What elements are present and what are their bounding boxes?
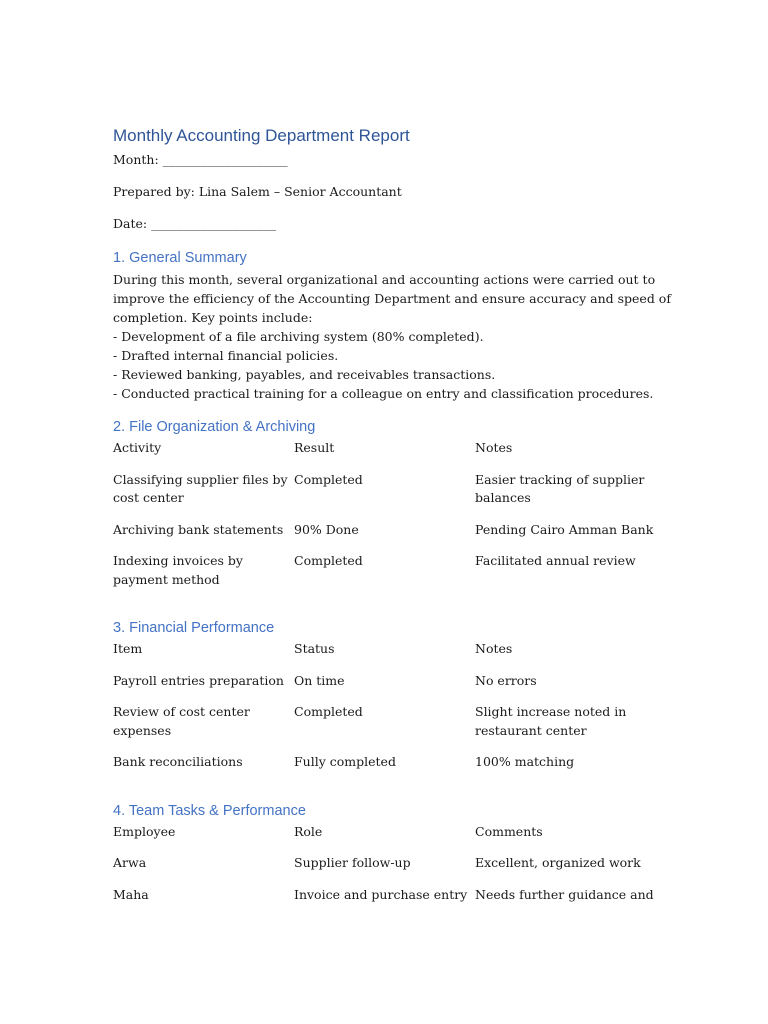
- table-cell: Arwa: [113, 855, 147, 870]
- section-heading-team-tasks: 4. Team Tasks & Performance: [113, 802, 306, 819]
- prepared-by-line: Prepared by: Lina Salem – Senior Accountant: [113, 184, 402, 199]
- date-field: Date: ____________________: [113, 216, 277, 231]
- table-row: [113, 552, 673, 602]
- table-cell: Needs further guidance and: [475, 886, 654, 902]
- table-cell: On time: [294, 672, 345, 688]
- table-cell: Maha: [113, 886, 149, 902]
- table-cell: Completed: [294, 553, 363, 568]
- table-header-row: [113, 640, 673, 672]
- table-row: [113, 886, 673, 918]
- table-header-row: [113, 439, 673, 471]
- table-header-cell: Notes: [475, 641, 513, 656]
- table-header-cell: Activity: [113, 440, 162, 455]
- table-header-cell: Result: [294, 440, 335, 455]
- financial-performance-table: [113, 640, 673, 785]
- table-header-cell: Role: [294, 823, 323, 839]
- section-heading-financial-performance: 3. Financial Performance: [113, 620, 275, 636]
- table-header-cell: Employee: [113, 823, 176, 839]
- table-cell: Facilitated annual review: [475, 553, 636, 568]
- table-header-cell: Comments: [475, 823, 543, 839]
- summary-bullet: - Development of a file archiving system (80% completed).: [113, 329, 484, 344]
- table-cell: Supplier follow-up: [294, 855, 411, 870]
- table-cell: Classifying supplier files by cost center: [113, 471, 288, 505]
- table-cell: 100% matching: [475, 754, 575, 769]
- table-cell: Completed: [294, 704, 363, 719]
- table-cell: Completed: [294, 471, 363, 487]
- team-performance-table: [113, 823, 673, 918]
- table-cell: Pending Cairo Amman Bank: [475, 521, 654, 537]
- table-header-row: [113, 823, 673, 855]
- table-cell: 90% Done: [294, 521, 359, 537]
- section-heading-general-summary: 1. General Summary: [113, 250, 247, 266]
- summary-bullet: - Conducted practical training for a colleague on entry and classification procedures.: [113, 386, 654, 401]
- table-row: [113, 672, 673, 704]
- table-cell: Bank reconciliations: [113, 754, 243, 769]
- table-cell: Payroll entries preparation: [113, 672, 284, 688]
- summary-bullet: - Drafted internal financial policies.: [113, 348, 339, 363]
- report-content: [113, 124, 673, 917]
- table-row: [113, 703, 673, 753]
- table-header-cell: Notes: [475, 440, 513, 455]
- table-cell: Slight increase noted in restaurant center: [475, 704, 627, 738]
- table-cell: No errors: [475, 672, 537, 688]
- table-row: [113, 753, 673, 785]
- archiving-table: [113, 439, 673, 602]
- general-summary-body: [113, 270, 673, 403]
- month-field: Month: ____________________: [113, 152, 288, 167]
- table-row: [113, 854, 673, 886]
- table-row: [113, 521, 673, 553]
- table-cell: Invoice and purchase entry: [294, 886, 468, 902]
- table-header-cell: Status: [294, 641, 335, 656]
- summary-intro: During this month, several organizational and accounting actions were carried out to improve the efficiency of the Accounting Department and ensure accuracy and speed of completion. Key points include:: [113, 272, 671, 325]
- table-cell: Indexing invoices by payment method: [113, 553, 243, 587]
- table-cell: Review of cost center expenses: [113, 704, 250, 738]
- table-cell: Archiving bank statements: [113, 521, 284, 537]
- summary-bullet: - Reviewed banking, payables, and receivables transactions.: [113, 367, 496, 382]
- table-cell: Fully completed: [294, 754, 396, 769]
- table-row: [113, 471, 673, 521]
- table-cell: Easier tracking of supplier balances: [475, 471, 645, 505]
- section-heading-file-organization: 2. File Organization & Archiving: [113, 419, 316, 435]
- report-title: Monthly Accounting Department Report: [113, 126, 410, 145]
- table-header-cell: Item: [113, 641, 143, 656]
- table-cell: Excellent, organized work: [475, 855, 641, 870]
